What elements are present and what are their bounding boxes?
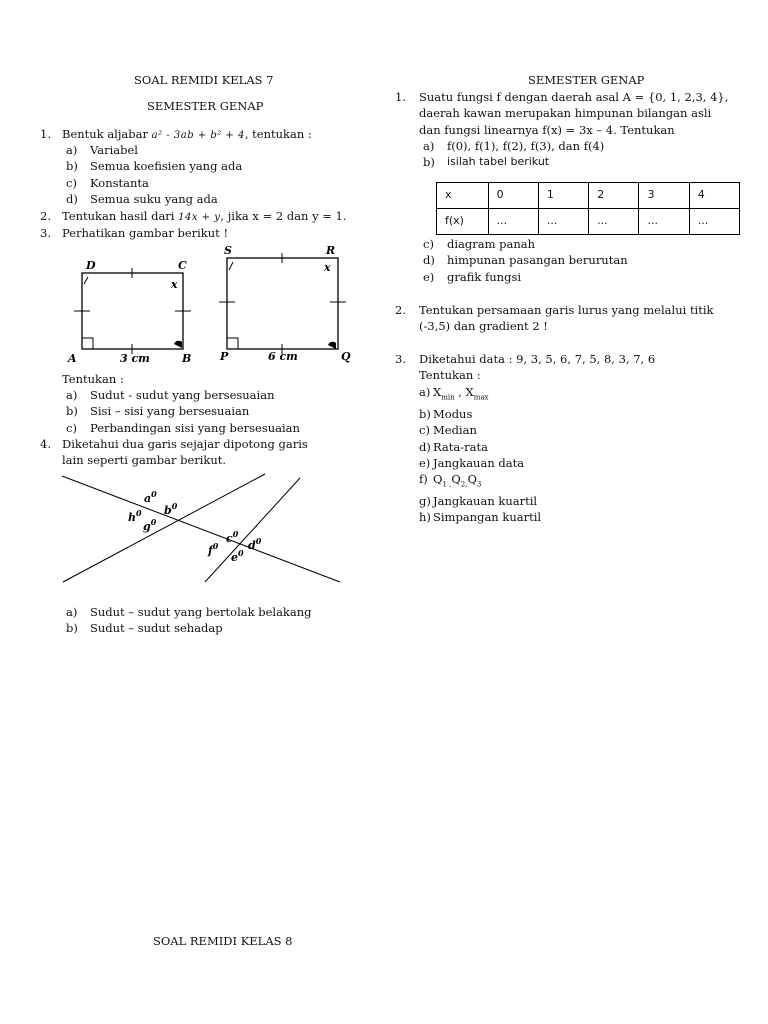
list-item: a) Sudut - sudut yang bersesuaian (66, 388, 275, 402)
list-item: b) Semua koefisien yang ada (66, 159, 243, 174)
vertex-B: B (182, 352, 192, 365)
right-q1-b: b) isilah tabel berikut (423, 155, 550, 169)
angle-e: $e^0$ (231, 548, 244, 564)
right-heading-semester: SEMESTER GENAP (528, 73, 645, 87)
q3-tentukan: Tentukan : (62, 372, 124, 386)
angle-d: $d^0$ (248, 536, 262, 552)
right-question-1: 1. Suatu fungsi f dengan daerah asal A = {0, 1, 2,3, 4}, daerah kawan merupakan himpunan bilangan asli dan fungsi linearnya f(x) = 3x – 4. Tentukan (395, 90, 729, 137)
vertex-P: P (220, 350, 229, 363)
list-item: a) Sudut – sudut yang bertolak belakang (66, 605, 312, 619)
list-item: a) Variabel (66, 143, 138, 157)
algebra-expression: a² - 3ab + b² + 4 (151, 130, 245, 141)
vertex-D: D (86, 259, 96, 272)
left-heading-class: SOAL REMIDI KELAS 7 (134, 73, 274, 87)
list-item: c) diagram panah (423, 237, 536, 251)
right-q1-a: a) f(0), f(1), f(2), f(3), dan f(4) (423, 139, 605, 153)
vertex-Q: Q (341, 350, 351, 363)
left-heading-semester: SEMESTER GENAP (147, 99, 264, 113)
angle-a: $a^0$ (144, 489, 157, 505)
parallel-line-2 (205, 478, 300, 582)
list-item: c) Konstanta (66, 175, 149, 190)
question-1: 1. Bentuk aljabar a² - 3ab + b² + 4, tentukan : (40, 127, 312, 141)
list-item: g) Jangkauan kuartil (419, 494, 538, 509)
list-item: d) Rata-rata (419, 439, 488, 454)
list-item: d) Semua suku yang ada (66, 192, 218, 207)
angle-h: $h^0$ (128, 508, 142, 524)
list-item: c) Median (419, 423, 477, 438)
list-item: f) $Q_{1 ,}Q_{2,}Q_3$ (419, 472, 482, 489)
question-3: 3. Perhatikan gambar berikut ! (40, 226, 229, 240)
function-table (436, 182, 740, 235)
list-item: c) Perbandingan sisi yang bersesuaian (66, 420, 300, 435)
right-q3-list (419, 384, 541, 526)
right-question-3: 3. Diketahui data : 9, 3, 5, 6, 7, 5, 8, 3, 7, 6 Tentukan : (395, 352, 656, 383)
list-item: b) Sudut – sudut sehadap (66, 621, 223, 636)
angle-b: $b^0$ (164, 501, 178, 517)
angle-f: $f^0$ (208, 541, 219, 557)
angle-g: $g^0$ (143, 517, 157, 533)
length-3cm: 3 cm (120, 352, 150, 365)
list-item: h) Simpangan kuartil (419, 510, 542, 525)
length-6cm: 6 cm (268, 350, 298, 363)
footer-heading: SOAL REMIDI KELAS 8 (153, 934, 293, 948)
vertex-S: S (224, 244, 232, 257)
list-item: b) Modus (419, 406, 473, 421)
list-item: e) Jangkauan data (419, 455, 525, 470)
q4-list (66, 604, 312, 637)
list-item: d) himpunan pasangan berurutan (423, 253, 628, 268)
vertex-C: C (178, 259, 187, 272)
expression-14x-y: 14x + y (178, 212, 221, 223)
list-item: a) $X_{min}$ , $X_{max}$ (419, 385, 489, 402)
question-4: 4. Diketahui dua garis sejajar dipotong garis lain seperti gambar berikut. (40, 437, 308, 468)
parallel-line-1 (63, 474, 265, 582)
angle-x-label-2: x (324, 261, 331, 274)
table-row: x 0 1 2 3 4 (437, 183, 740, 209)
angle-x-label: x (171, 278, 178, 291)
vertex-R: R (326, 244, 336, 257)
q1-list (66, 142, 242, 208)
q3-list (66, 387, 300, 436)
transversal-line (62, 476, 340, 582)
angle-c: $c^0$ (226, 529, 239, 545)
list-item: b) Sisi – sisi yang bersesuaian (66, 404, 250, 419)
vertex-A: A (68, 352, 77, 365)
parallel-lines-figure (55, 470, 345, 590)
rectangles-figure (60, 240, 360, 370)
question-2: 2. Tentukan hasil dari 14x + y, jika x = 2 dan y = 1. (40, 209, 347, 223)
right-q1-rest (423, 236, 628, 285)
list-item: e) grafik fungsi (423, 269, 522, 284)
right-question-2: 2. Tentukan persamaan garis lurus yang melalui titik (-3,5) dan gradient 2 ! (395, 303, 714, 334)
table-row: f(x) ... ... ... ... ... (437, 209, 740, 235)
